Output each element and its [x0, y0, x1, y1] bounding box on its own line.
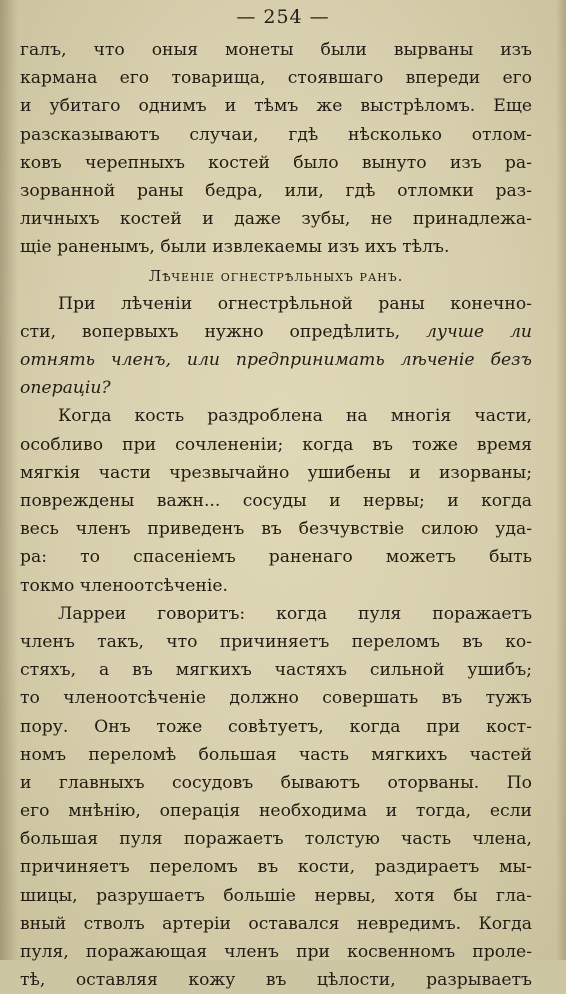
text-line: токмо членоотсѣченіе. [20, 575, 229, 596]
text-line: мягкія части чрезвычайно ушибены и изорваны; [20, 462, 532, 483]
text-line: пуля, поражающая членъ при косвенномъ проле- [20, 942, 532, 962]
text-line: и главныхъ сосудовъ бываютъ оторваны. По [20, 772, 532, 793]
page-number: — 254 — [236, 6, 330, 28]
text-line: стяхъ, а въ мягкихъ частяхъ сильной ушибъ; [20, 660, 532, 681]
text-line: членъ такъ, что причиняетъ переломъ въ ко- [20, 631, 532, 652]
text-line: большая пуля поражаетъ толстую часть члена, [20, 829, 532, 850]
text-line: кармана его товарища, стоявшаго впереди его [20, 68, 532, 89]
text-segment: сти, вопервыхъ нужно опредѣлить, [20, 321, 401, 342]
text-line: особливо при сочлененіи; когда въ тоже время [20, 434, 532, 455]
text-line: то членоотсѣченіе должно совершать въ тужъ [20, 688, 532, 709]
page-gutter-shadow [0, 0, 18, 960]
text-line: пору. Онъ тоже совѣтуетъ, когда при кост- [20, 716, 532, 737]
section-heading: Лѣченіе огнестрѣльныхъ ранъ. [148, 266, 404, 285]
text-line: и убитаго однимъ и тѣмъ же выстрѣломъ. Еще [20, 96, 532, 117]
text-line: ра: то спасеніемъ раненаго можетъ быть [20, 547, 532, 568]
text-line: зорванной раны бедра, или, гдѣ отломки раз- [20, 180, 532, 201]
italic-segment: лучше ли [426, 321, 532, 342]
text-line: щіе раненымъ, были извлекаемы изъ ихъ тѣлъ. [20, 237, 450, 258]
page-edge-shadow [556, 0, 566, 960]
text-line: личныхъ костей и даже зубы, не принадлежа- [20, 209, 532, 230]
text-line: весь членъ приведенъ въ безчувствіе силою уда- [20, 519, 532, 540]
text-line: его мнѣнію, операція необходима и тогда, если [20, 801, 532, 822]
text-line: вный стволъ артеріи оставался невредимъ. Когда [20, 913, 532, 934]
text-line: разсказываютъ случаи, гдѣ нѣсколько отлом- [20, 124, 532, 145]
text-line: ковъ черепныхъ костей было вынуто изъ ра- [20, 152, 532, 173]
text-line: причиняетъ переломъ въ кости, раздираетъ мы- [20, 857, 532, 878]
text-line: При лѣченіи огнестрѣльной раны конечно- [58, 293, 532, 314]
text-line: Когда кость раздроблена на многія части, [58, 406, 532, 427]
text-line: Ларреи говоритъ: когда пуля поражаетъ [58, 603, 532, 624]
italic-line: отнять членъ, или предпринимать лѣченіе безъ [20, 350, 532, 371]
text-line: галъ, что оныя монеты были вырваны изъ [20, 40, 532, 60]
text-line: тѣ, оставляя кожу въ цѣлости, разрываетъ [20, 970, 532, 991]
text-line: повреждены важн... сосуды и нервы; и когда [20, 491, 532, 511]
text-line: шицы, разрушаетъ большіе нервы, хотя бы гла- [20, 885, 532, 906]
body-text [20, 36, 532, 994]
text-line [20, 318, 532, 346]
italic-line: операціи? [20, 378, 111, 399]
text-line: номъ переломѣ большая часть мягкихъ частей [20, 744, 532, 765]
